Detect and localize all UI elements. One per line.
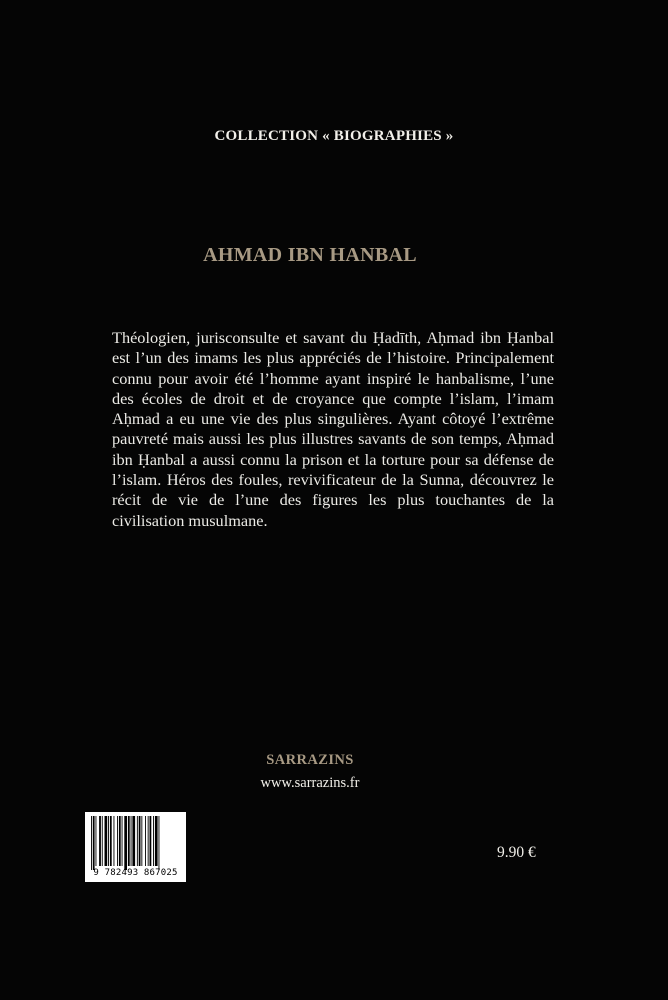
barcode-bar <box>141 816 142 866</box>
isbn-barcode <box>85 812 186 882</box>
barcode-bar <box>105 816 108 866</box>
barcode-bar <box>91 816 92 870</box>
barcode-bar <box>96 816 97 866</box>
publisher-name: SARRAZINS <box>266 752 354 768</box>
barcode-bar <box>102 816 103 866</box>
barcode-bar <box>131 816 132 866</box>
barcode-bar <box>119 816 121 866</box>
barcode-bar <box>93 816 95 870</box>
collection-label: COLLECTION « BIOGRAPHIES » <box>214 128 454 144</box>
barcode-bar <box>159 816 160 870</box>
barcode-bar <box>108 816 109 866</box>
barcode-bar <box>124 816 127 870</box>
barcode-bar <box>132 816 135 866</box>
publisher-website: www.sarrazins.fr <box>260 775 360 791</box>
barcode-bar <box>114 816 115 866</box>
barcode-bar <box>110 816 112 866</box>
barcode-bar <box>153 816 154 866</box>
barcode-bar <box>155 816 158 866</box>
barcode-bar <box>99 816 101 866</box>
barcode-bar <box>117 816 118 866</box>
barcode-bar <box>150 816 152 866</box>
price-label: 9.90 € <box>497 844 536 861</box>
barcode-bar <box>128 816 130 866</box>
isbn-number: 9 782493 867025 <box>93 868 178 878</box>
book-blurb: Théologien, jurisconsulte et savant du Ḥadīth, Aḥmad ibn Ḥanbal est l’un des imams les plus appréciés de l’histoire. Principalement connu pour avoir été l’homme ayant inspiré le hanbalisme, l’une des écoles de droit et de croyance que compte l’islam, l’imam Aḥmad a eu une vie des plus singulières. Ayant côtoyé l’extrême pauvreté mais aussi les plus illustres savants de son temps, Aḥmad ibn Ḥanbal a aussi connu la prison et la torture pour sa défense de l’islam. Héros des foules, revivificateur de la Sunna, découvrez le récit de vie de l’une des figures les plus touchantes de la civilisation musulmane. <box>112 328 554 530</box>
barcode-bar <box>137 816 138 866</box>
barcode-bar <box>148 816 149 866</box>
barcode-bar <box>139 816 141 866</box>
book-title: AHMAD IBN HANBAL <box>203 244 417 266</box>
barcode-bar <box>145 816 146 866</box>
barcode-bar <box>122 816 123 866</box>
